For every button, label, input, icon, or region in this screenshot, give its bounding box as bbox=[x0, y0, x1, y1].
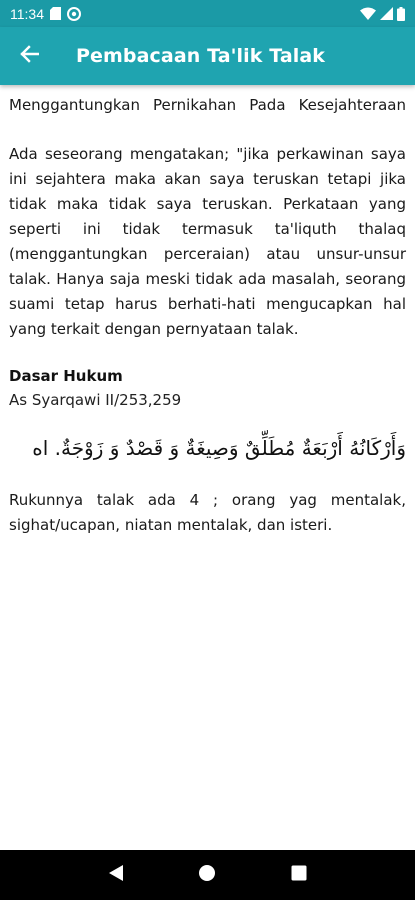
wifi-icon bbox=[360, 7, 376, 20]
sd-card-icon bbox=[50, 7, 61, 20]
battery-icon bbox=[397, 7, 405, 21]
page-title: Pembacaan Ta'lik Talak bbox=[76, 45, 326, 67]
status-bar bbox=[0, 0, 415, 27]
arabic-text: وَأَرْكَانُهُ أَرْبَعَةٌ مُطَلِّقٌ وَصِيغَةٌ وَ قَصْدٌ وَ زَوْجَةٌ. اه bbox=[32, 436, 406, 460]
paragraph-body: Ada seseorang mengatakan; "jika perkawinan saya ini sejahtera maka akan saya teruskan tetapi jika tidak maka tidak saya teruskan. Perkataan yang seperti ini tidak termasuk ta'liquth thalaq (menggantungkan perceraian) atau unsur-unsur talak. Hanya saja meski tidak ada masalah, seorang suami tetap harus berhati-hati mengucapkan hal yang terkait dengan pernyataan talak. bbox=[9, 145, 406, 338]
nav-back-button[interactable] bbox=[101, 860, 131, 890]
article-content bbox=[0, 85, 415, 850]
nav-home-button[interactable] bbox=[192, 860, 222, 890]
back-triangle-icon bbox=[108, 864, 124, 886]
paragraph-heading: Menggantungkan Pernikahan Pada Kesejahteraan bbox=[9, 96, 406, 114]
app-bar bbox=[0, 27, 415, 85]
arrow-left-icon bbox=[19, 44, 39, 68]
reference-text: As Syarqawi II/253,259 bbox=[9, 391, 182, 409]
app-notification-icon bbox=[67, 7, 81, 21]
back-button[interactable] bbox=[0, 27, 58, 85]
section-title: Dasar Hukum bbox=[9, 367, 123, 385]
status-time: 11:34 bbox=[10, 5, 44, 22]
system-nav-bar bbox=[0, 850, 415, 900]
paragraph-summary: Rukunnya talak ada 4 ; orang yag mentalak, sighat/ucapan, niatan mentalak, dan isteri. bbox=[9, 491, 406, 534]
recents-square-icon bbox=[291, 865, 307, 885]
status-left bbox=[10, 6, 81, 22]
nav-recents-button[interactable] bbox=[284, 860, 314, 890]
home-circle-icon bbox=[198, 864, 216, 886]
signal-icon bbox=[380, 7, 393, 20]
status-right bbox=[360, 7, 405, 21]
